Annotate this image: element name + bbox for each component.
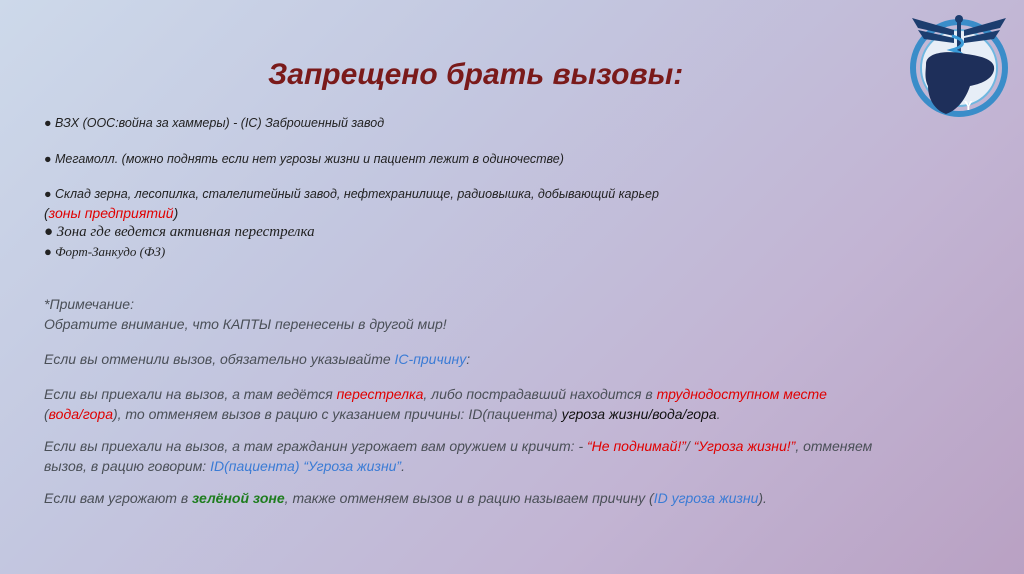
logo-letter: Y (964, 98, 973, 113)
hard-access-term: труднодоступном месте (656, 386, 827, 402)
note-text: , также отменяем вызов и в рацию называем причину ( (284, 490, 654, 506)
quote-dont-pick-up: “Не поднимай!” (587, 438, 686, 454)
medical-logo-icon (904, 6, 1014, 122)
note-text: . (401, 458, 405, 474)
water-mountain-term: вода/гора (48, 406, 113, 422)
radio-message: ID(пациента) “Угроза жизни” (210, 458, 402, 474)
note-header: *Примечание: (44, 296, 134, 312)
note-text: Если вам угрожают в (44, 490, 193, 506)
note-text: : (466, 351, 471, 367)
note-text: ). (758, 490, 767, 506)
note-text: / (685, 438, 694, 454)
paren-close: ) (173, 205, 179, 221)
slide-title: Запрещено брать вызовы: (268, 58, 684, 91)
note-text: . (716, 406, 721, 422)
shootout-term: перестрелка (336, 386, 424, 402)
quote-life-threat: “Угроза жизни!” (693, 438, 796, 454)
bullet-industrial: ● Склад зерна, лесопилка, сталелитейный завод, нефтехранилище, радиовышка, добывающий карьер (44, 187, 659, 201)
paren-open: ( (44, 205, 49, 221)
bullet-fort-zancudo: ● Форт-Занкудо (ФЗ) (44, 244, 166, 259)
note-text: ), то отменяем вызов в рацию с указанием причины: ID(пациента) (112, 406, 562, 422)
note-weapon-threat (44, 436, 944, 476)
note-text: Если вы приехали на вызов, а там гражданин угрожает вам оружием и кричит: - (44, 438, 588, 454)
industrial-zones-label: зоны предприятий (48, 205, 174, 221)
bullet-megamall: ● Мегамолл. (можно поднять если нет угрозы жизни и пациент лежит в одиночестве) (44, 152, 564, 166)
note-capt-moved: Обратите внимание, что КАПТЫ перенесены в другой мир! (44, 316, 447, 332)
id-threat-reason: ID угроза жизни (653, 490, 759, 506)
note-text: , либо пострадавший находится в (423, 386, 657, 402)
ic-reason-link: IC-причину (394, 351, 467, 367)
threat-reason: угроза жизни/вода/гора (561, 406, 717, 422)
note-text: Если вы отменили вызов, обязательно указывайте (44, 351, 395, 367)
note-text: ( (44, 406, 49, 422)
bullet-industrial-zones (44, 205, 178, 221)
note-text: Если вы приехали на вызов, а там ведётся (44, 386, 337, 402)
note-shootout (44, 384, 944, 424)
bullet-vzh: ● ВЗХ (ООС:война за хаммеры) - (IC) Заброшенный завод (44, 116, 385, 130)
bullet-shootout-zone: ● Зона где ведется активная перестрелка (44, 224, 315, 240)
note-text: , отменяем (795, 438, 873, 454)
note-green-zone (44, 488, 944, 508)
note-ic-reason (44, 349, 944, 369)
note-text: вызов, в рацию говорим: (44, 458, 211, 474)
green-zone-term: зелёной зоне (192, 490, 285, 506)
